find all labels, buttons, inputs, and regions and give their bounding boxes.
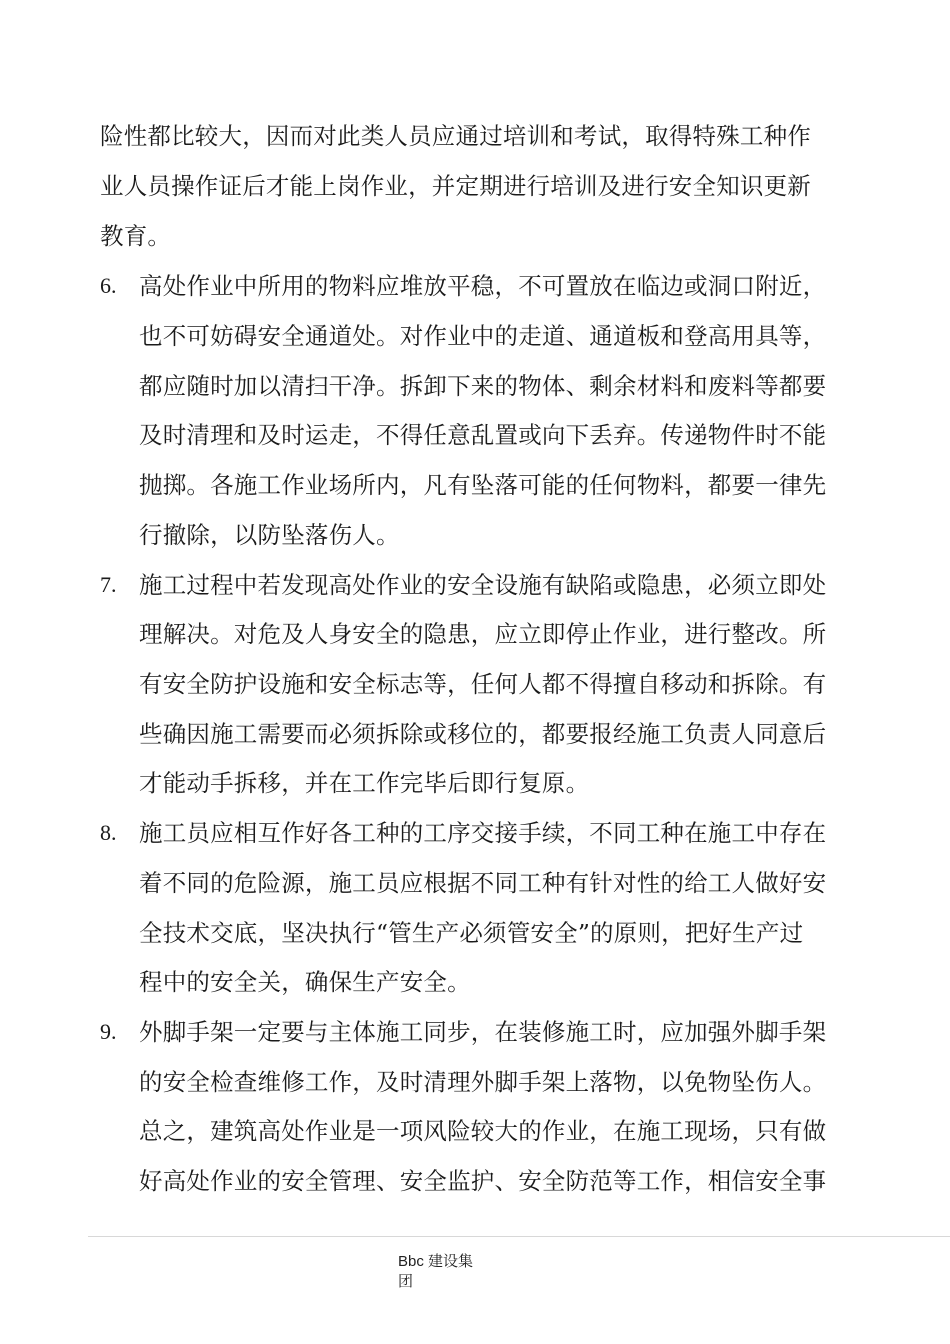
item-number: 7. [100, 572, 117, 597]
text-line: 总之，建筑高处作业是一项风险较大的作业，在施工现场，只有做 [139, 1117, 827, 1145]
item-number: 6. [100, 273, 117, 298]
text-line: 程中的安全关，确保生产安全。 [139, 968, 471, 996]
text-line: 高处作业中所用的物料应堆放平稳，不可置放在临边或洞口附近， [139, 272, 827, 300]
text-line: 也不可妨碍安全通道处。对作业中的走道、通道板和登高用具等， [139, 322, 827, 350]
text-line: 的安全检查维修工作，及时清理外脚手架上落物，以免物坠伤人。 [139, 1068, 827, 1096]
text-line: 施工过程中若发现高处作业的安全设施有缺陷或隐患，必须立即处 [139, 571, 827, 599]
text-line: 才能动手拆移，并在工作完毕后即行复原。 [139, 769, 590, 797]
text-line: 有安全防护设施和安全标志等，任何人都不得擅自移动和拆除。有 [139, 670, 827, 698]
item-number: 9. [100, 1019, 117, 1044]
footer-company-line2: 团 [398, 1273, 414, 1290]
footer-company-line1: Bbc 建设集 [398, 1253, 474, 1270]
text-line: 着不同的危险源，施工员应根据不同工种有针对性的给工人做好安 [139, 869, 827, 897]
text-line: 业人员操作证后才能上岗作业，并定期进行培训及进行安全知识更新 [100, 172, 811, 200]
text-line: 抛掷。各施工作业场所内，凡有坠落可能的任何物料，都要一律先 [139, 471, 827, 499]
text-line: 都应随时加以清扫干净。拆卸下来的物体、剩余材料和废料等都要 [139, 372, 827, 400]
text-line: 全技术交底，坚决执行“管生产必须管安全”的原则，把好生产过 [139, 919, 804, 947]
text-line: 及时清理和及时运走，不得任意乱置或向下丢弃。传递物件时不能 [139, 421, 827, 449]
text-line: 好高处作业的安全管理、安全监护、安全防范等工作，相信安全事 [139, 1167, 827, 1195]
text-line: 外脚手架一定要与主体施工同步，在装修施工时，应加强外脚手架 [139, 1018, 827, 1046]
footer-divider [88, 1236, 950, 1237]
text-line: 些确因施工需要而必须拆除或移位的，都要报经施工负责人同意后 [139, 720, 827, 748]
text-line: 施工员应相互作好各工种的工序交接手续，不同工种在施工中存在 [139, 819, 827, 847]
text-line: 理解决。对危及人身安全的隐患，应立即停止作业，进行整改。所 [139, 620, 827, 648]
text-line: 教育。 [100, 222, 172, 250]
text-line: 行撤除，以防坠落伤人。 [139, 521, 400, 549]
item-number: 8. [100, 820, 117, 845]
text-line: 险性都比较大，因而对此类人员应通过培训和考试，取得特殊工种作 [100, 122, 811, 150]
